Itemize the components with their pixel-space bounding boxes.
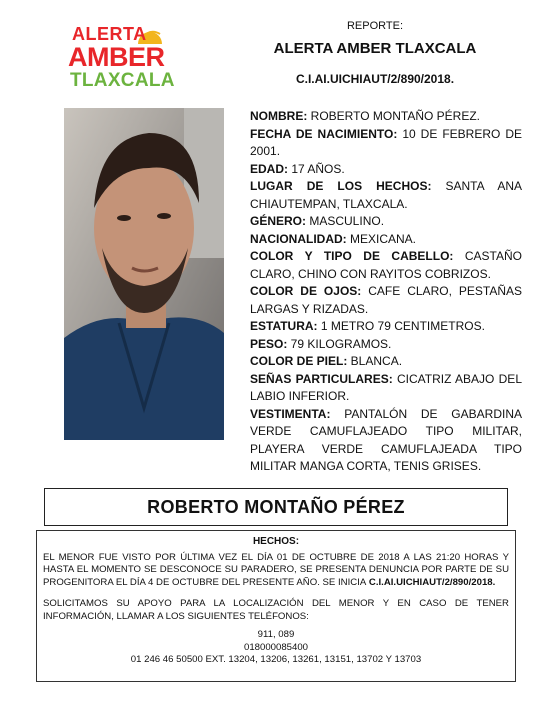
alerta-amber-logo — [66, 24, 175, 96]
detail-marks: SEÑAS PARTICULARES: CICATRIZ ABAJO DEL LABIO INFERIOR. — [250, 371, 522, 403]
detail-name: NOMBRE: ROBERTO MONTAÑO PÉREZ. — [250, 109, 481, 123]
page-title: ALERTA AMBER TLAXCALA — [273, 40, 477, 57]
facts-paragraph: EL MENOR FUE VISTO POR ÚLTIMA VEZ EL DÍA 01 DE OCTUBRE DE 2018 A LAS 21:20 HORAS Y HASTA EL MOMENTO SE DESCONOCE SU PARADERO, SE PRESENTA DENUNCIA POR PARTE DE SU PROGENITORA EL DÍA 4 DE OCTUBRE DEL PRESENTE AÑO. SE INICIA C.I.AI.UICHIAUT/2/890/2018. — [43, 551, 509, 588]
detail-skin: COLOR DE PIEL: BLANCA. — [250, 354, 403, 368]
logo-amber: AMBER — [68, 42, 165, 72]
facts-heading: HECHOS: — [252, 536, 300, 547]
detail-weight: PESO: 79 KILOGRAMOS. — [250, 336, 392, 351]
logo-alerta: ALERTA — [72, 24, 147, 44]
detail-gender: GÉNERO: MASCULINO. — [250, 214, 385, 228]
phone-list — [37, 629, 515, 667]
detail-location: LUGAR DE LOS HECHOS: SANTA ANA CHIAUTEMPAN, TLAXCALA. — [250, 179, 522, 211]
phone-extensions: 01 246 46 50500 EXT. 13204, 13206, 13261, 13151, 13702 Y 13703 — [130, 654, 422, 665]
detail-hair: COLOR Y TIPO DE CABELLO: CASTAÑO CLARO, CHINO CON RAYITOS COBRIZOS. — [250, 249, 523, 281]
detail-height: ESTATURA: 1 METRO 79 CENTIMETROS. — [250, 319, 485, 333]
detail-birthdate: FECHA DE NACIMIENTO: 10 DE FEBRERO DE 2001. — [250, 126, 523, 158]
missing-person-photo — [64, 108, 224, 440]
report-label: REPORTE: — [346, 20, 404, 32]
detail-clothing: VESTIMENTA: PANTALÓN DE GABARDINA VERDE CAMUFLAJEADO TIPO MILITAR, PLAYERA VERDE CAMUFLAJEADA TIPO MILITAR MANGA CORTA, TENIS GRISES. — [250, 406, 522, 473]
phone-emergency: 911, 089 — [257, 629, 295, 640]
request-paragraph: SOLICITAMOS SU APOYO PARA LA LOCALIZACIÓN DEL MENOR Y EN CASO DE TENER INFORMACIÓN, LLAMAR A LOS SIGUIENTES TELÉFONOS: — [43, 598, 509, 622]
person-details — [250, 108, 522, 476]
detail-eyes: COLOR DE OJOS: CAFE CLARO, PESTAÑAS LARGAS Y RIZADAS. — [250, 284, 522, 316]
phone-tollfree: 018000085400 — [243, 641, 309, 653]
facts-box — [36, 530, 516, 682]
logo-tlaxcala: TLAXCALA — [70, 70, 175, 91]
detail-nationality: NACIONALIDAD: MEXICANA. — [250, 231, 417, 246]
name-banner: ROBERTO MONTAÑO PÉREZ — [44, 488, 508, 526]
detail-age: EDAD: 17 AÑOS. — [250, 161, 345, 176]
case-id: C.I.AI.UICHIAUT/2/890/2018. — [295, 72, 455, 86]
